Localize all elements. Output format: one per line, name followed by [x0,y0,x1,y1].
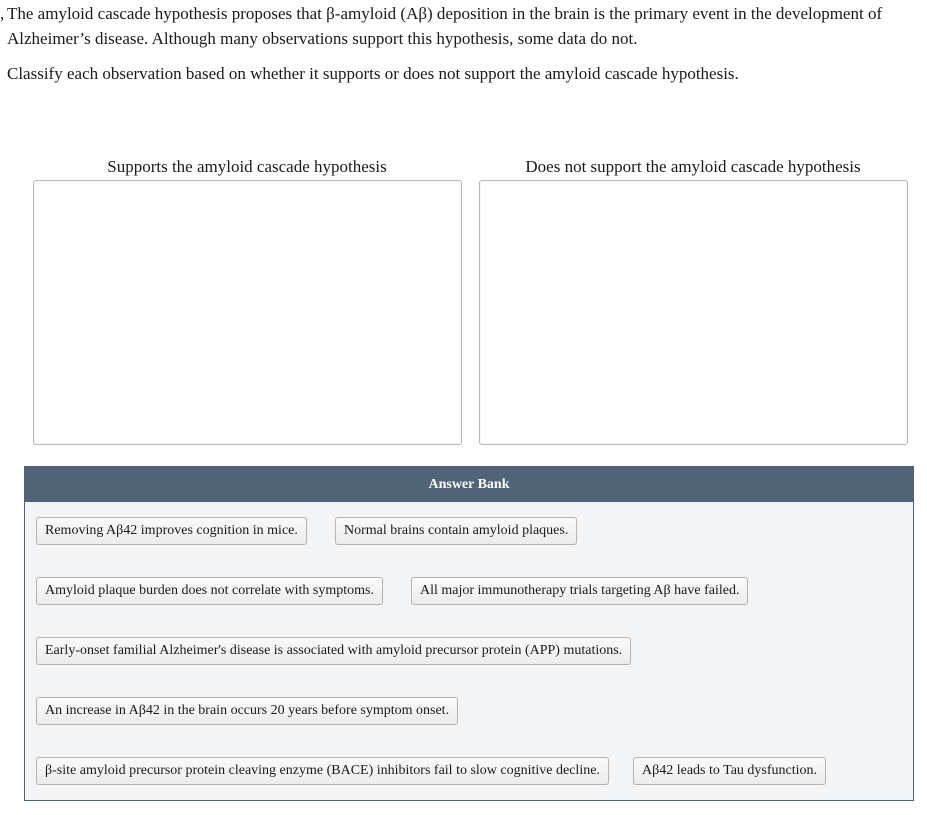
answer-item-bace-inhibitors[interactable]: β-site amyloid precursor protein cleaving enzyme (BACE) inhibitors fail to slow cognitive decline. [36,757,609,785]
drop-zone-does-not-support[interactable] [479,180,908,445]
question-paragraph-2: Classify each observation based on whether it supports or does not support the amyloid cascade hypothesis. [7,64,739,83]
answer-bank-header: Answer Bank [25,467,913,502]
answer-item-removing-abeta42[interactable]: Removing Aβ42 improves cognition in mice. [36,517,307,545]
answer-item-plaque-burden[interactable]: Amyloid plaque burden does not correlate with symptoms. [36,577,383,605]
bullet-mark: , [0,4,5,23]
answer-item-app-mutations[interactable]: Early-onset familial Alzheimer's disease is associated with amyloid precursor protein (APP) mutations. [36,637,631,665]
answer-item-normal-brains-plaques[interactable]: Normal brains contain amyloid plaques. [335,517,577,545]
category-title-does-not-support: Does not support the amyloid cascade hypothesis [525,157,861,176]
answer-item-tau-dysfunction[interactable]: Aβ42 leads to Tau dysfunction. [633,757,826,785]
question-line-1: The amyloid cascade hypothesis proposes that β-amyloid (Aβ) deposition in the brain is the primary event in the development of [7,4,883,23]
question-paragraph-1 [7,1,927,51]
answer-item-immunotherapy-trials[interactable]: All major immunotherapy trials targeting Aβ have failed. [411,577,748,605]
answer-bank [24,466,914,801]
drop-zone-supports[interactable] [33,180,462,445]
question-text [0,1,927,86]
answer-item-abeta42-increase[interactable]: An increase in Aβ42 in the brain occurs 20 years before symptom onset. [36,697,458,725]
question-line-2: Alzheimer’s disease. Although many observations support this hypothesis, some data do not. [7,29,638,48]
category-title-supports: Supports the amyloid cascade hypothesis [107,157,387,176]
